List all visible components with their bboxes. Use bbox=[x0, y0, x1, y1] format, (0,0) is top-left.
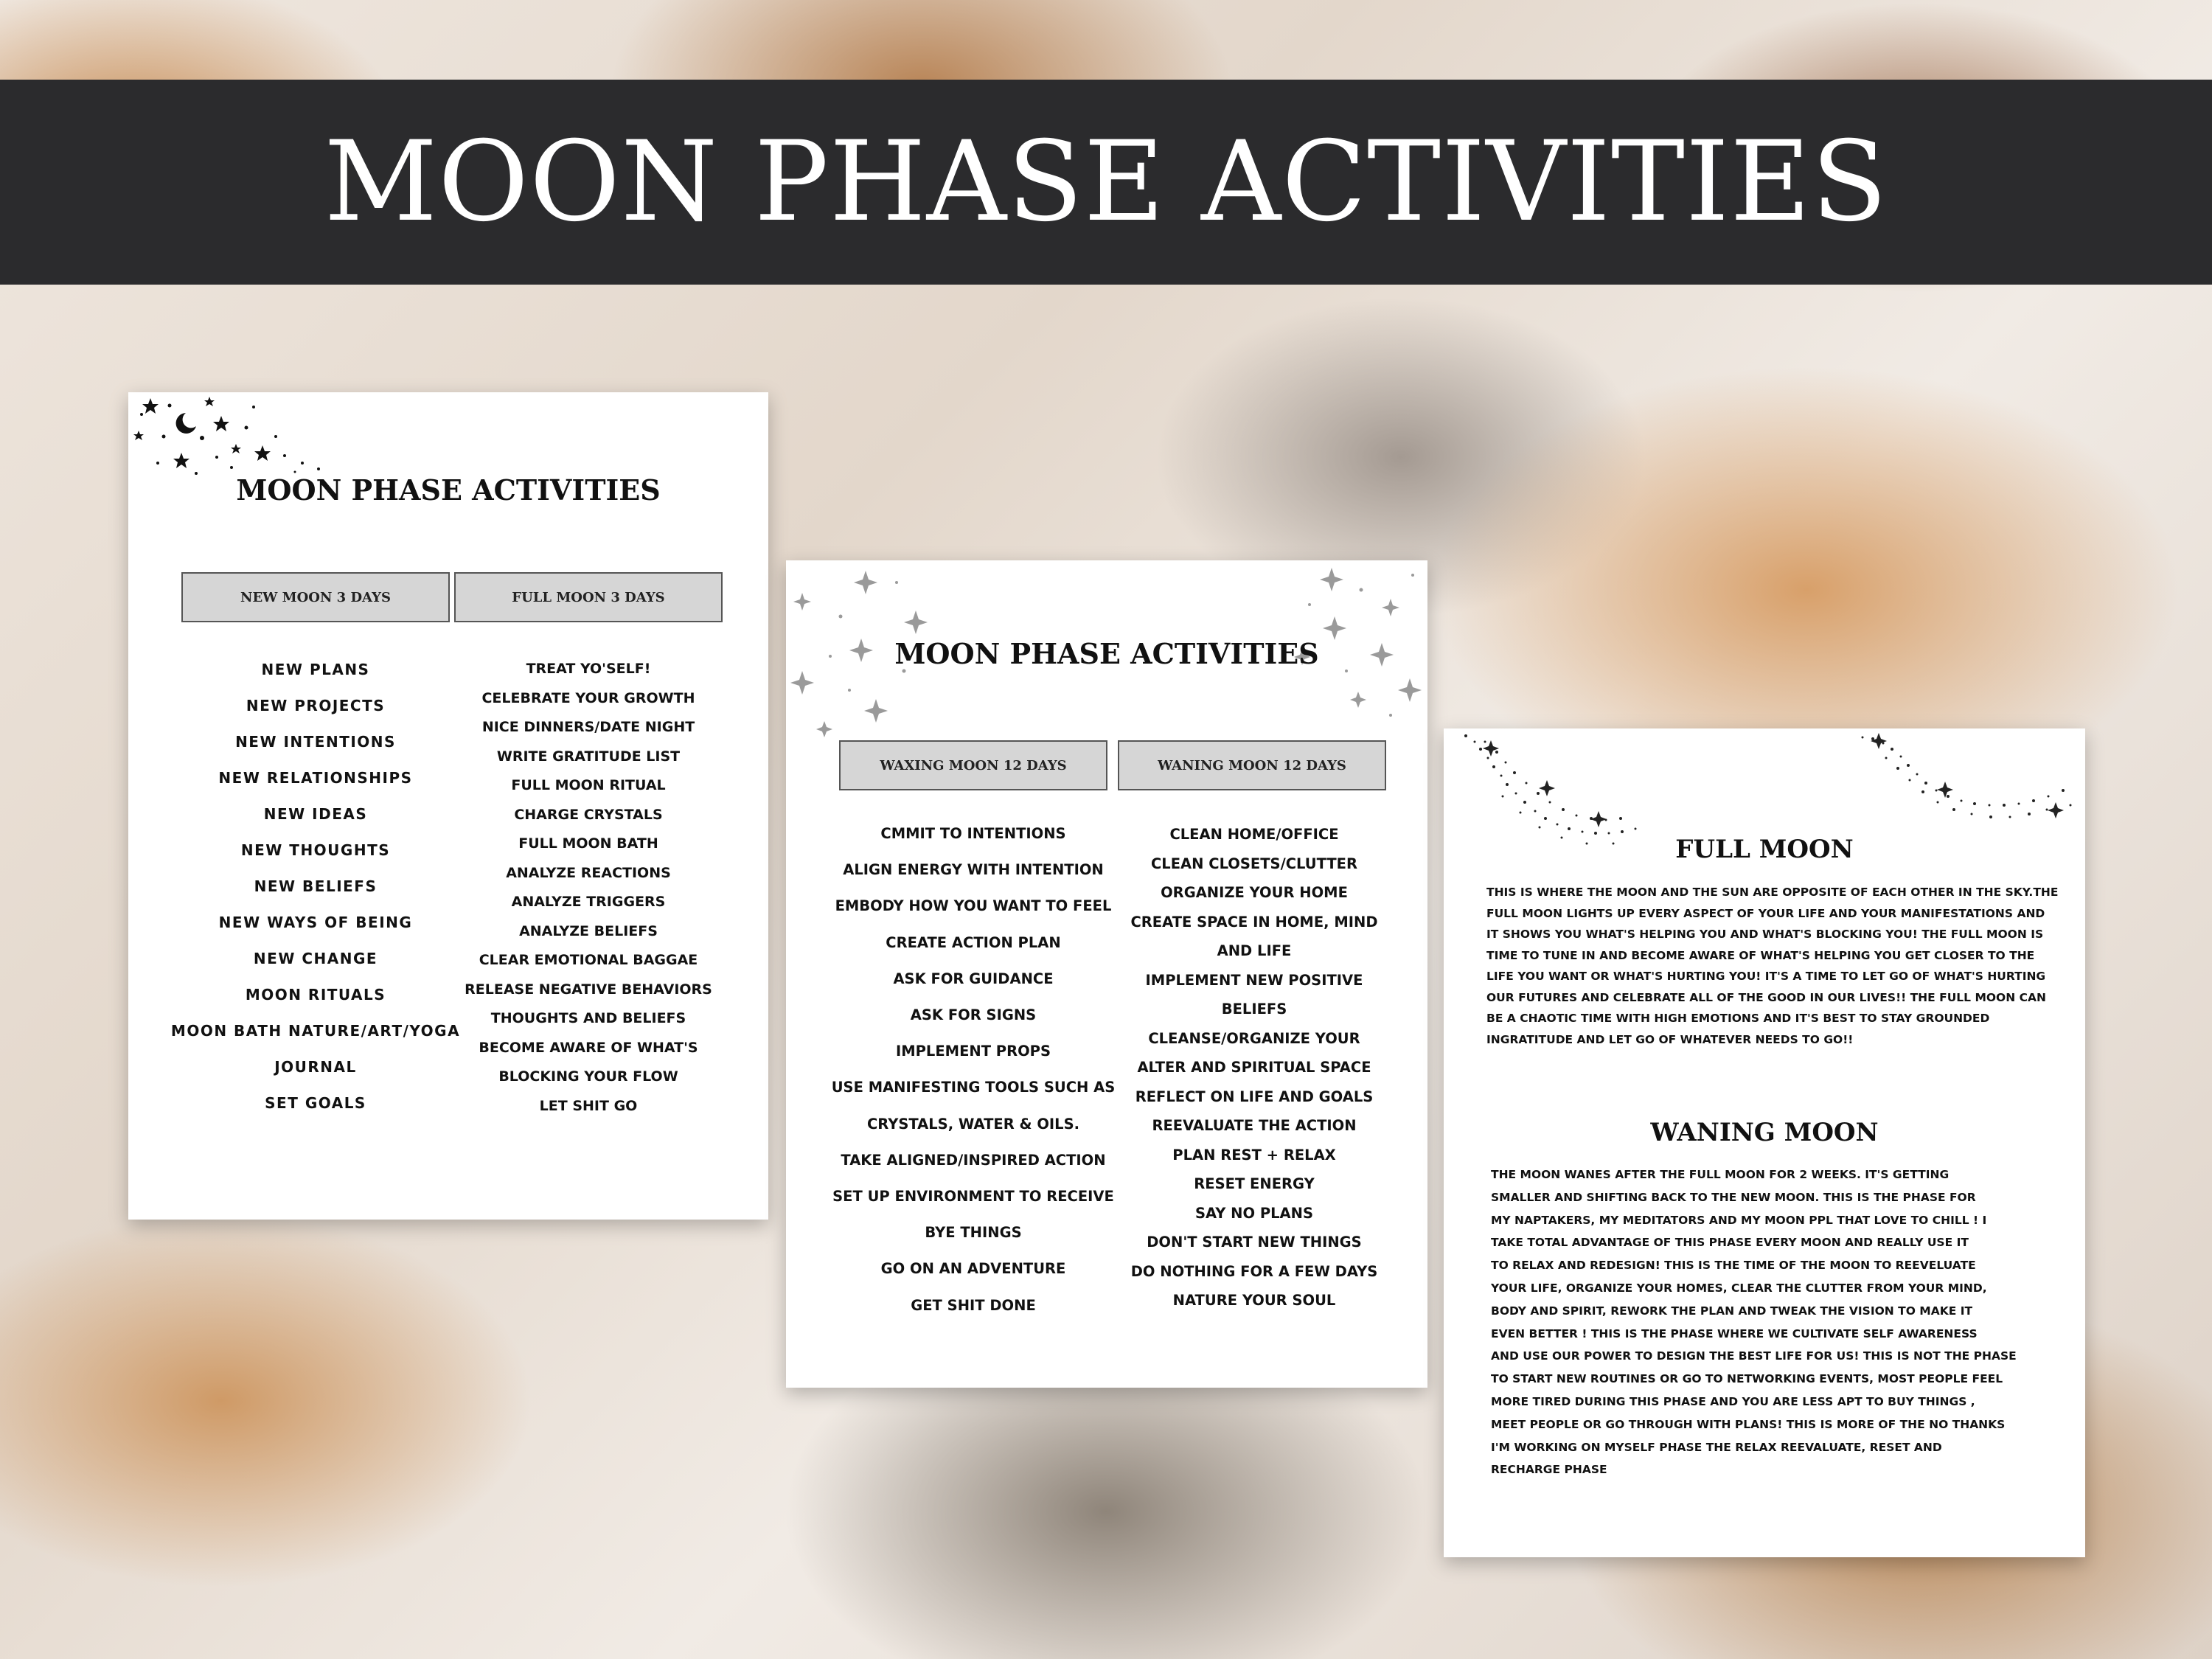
list-item: CREATE ACTION PLAN bbox=[886, 933, 1061, 951]
list-item: BLOCKING YOUR FLOW bbox=[498, 1068, 678, 1085]
waxing-moon-activity-list bbox=[827, 815, 1119, 1324]
list-item: NEW CHANGE bbox=[253, 950, 378, 967]
stars-moon-decoration bbox=[128, 392, 335, 481]
list-item: NEW BELIEFS bbox=[254, 877, 378, 895]
full-moon-description: THIS IS WHERE THE MOON AND THE SUN ARE OPPOSITE OF EACH OTHER IN THE SKY.THE FULL MOON LIGHTS UP EVERY ASPECT OF YOUR LIFE AND YOUR MANIFESTATIONS AND IT SHOWS YOU WHAT'S HELPING YOU AND WHAT'S BLOCKING YOU! THE FULL MOON IS TIME TO TUNE IN AND BECOME AWARE OF WHAT'S HELPING YOU GET CLOSER TO THE LIFE YOU WANT OR WHAT'S HURTING YOU! IT'S A TIME TO LET GO OF WHAT'S HURTING OUR FUTURES AND CELEBRATE ALL OF THE GOOD IN OUR LIVES!! THE FULL MOON CAN BE A CHAOTIC TIME WITH HIGH EMOTIONS AND IT'S BEST TO STAY GROUNDED INGRATITUDE AND LET GO OF WHATEVER NEEDS TO GO!! bbox=[1486, 886, 2059, 1046]
new-moon-activity-list bbox=[165, 652, 466, 1121]
list-item: TAKE ALIGNED/INSPIRED ACTION bbox=[841, 1151, 1106, 1169]
full-moon-heading: FULL MOON bbox=[1675, 835, 1854, 864]
waning-moon-activity-list bbox=[1119, 820, 1389, 1315]
list-item: REFLECT ON LIFE AND GOALS bbox=[1135, 1088, 1374, 1105]
list-item: ANALYZE TRIGGERS bbox=[511, 894, 666, 910]
list-item: JOURNAL bbox=[274, 1058, 357, 1076]
list-item: ANALYZE REACTIONS bbox=[506, 864, 671, 881]
list-item: NEW PLANS bbox=[261, 661, 370, 678]
star-arc-right-decoration bbox=[1857, 731, 2078, 827]
list-item: GO ON AN ADVENTURE bbox=[880, 1260, 1066, 1278]
list-item: PLAN REST + RELAX bbox=[1172, 1146, 1336, 1164]
list-item: NEW INTENTIONS bbox=[235, 733, 396, 751]
list-item: IMPLEMENT PROPS bbox=[895, 1043, 1051, 1060]
list-item: AND LIFE bbox=[1217, 942, 1292, 959]
list-item: CLEAN CLOSETS/CLUTTER bbox=[1151, 855, 1357, 872]
list-item: ASK FOR SIGNS bbox=[910, 1006, 1037, 1024]
list-item: NEW THOUGHTS bbox=[240, 841, 391, 859]
list-item: ASK FOR GUIDANCE bbox=[893, 970, 1054, 987]
page-waxing-waning-moon bbox=[786, 560, 1427, 1388]
list-item: ALIGN ENERGY WITH INTENTION bbox=[843, 861, 1104, 879]
list-item: CRYSTALS, WATER & OILS. bbox=[866, 1115, 1080, 1133]
column-header-full-moon: FULL MOON 3 DAYS bbox=[454, 572, 723, 622]
list-item: LET SHIT GO bbox=[539, 1097, 638, 1114]
list-item: MOON BATH NATURE/ART/YOGA bbox=[170, 1022, 461, 1040]
list-item: SET GOALS bbox=[265, 1094, 366, 1112]
list-item: IMPLEMENT NEW POSITIVE bbox=[1145, 971, 1363, 989]
list-item: CLEANSE/ORGANIZE YOUR bbox=[1148, 1029, 1360, 1047]
list-item: CHARGE CRYSTALS bbox=[514, 806, 663, 823]
list-item: CMMIT TO INTENTIONS bbox=[880, 825, 1066, 842]
list-item: CREATE SPACE IN HOME, MIND bbox=[1130, 913, 1378, 931]
list-item: DO NOTHING FOR A FEW DAYS bbox=[1130, 1262, 1378, 1280]
list-item: MOON RITUALS bbox=[245, 986, 386, 1004]
list-item: NEW IDEAS bbox=[263, 805, 368, 823]
list-item: EMBODY HOW YOU WANT TO FEEL bbox=[835, 897, 1112, 915]
page-new-full-moon bbox=[128, 392, 768, 1220]
waning-moon-heading: WANING MOON bbox=[1650, 1118, 1879, 1147]
list-item: RESET ENERGY bbox=[1194, 1175, 1315, 1192]
list-item: SAY NO PLANS bbox=[1194, 1204, 1314, 1222]
list-item: USE MANIFESTING TOOLS SUCH AS bbox=[831, 1079, 1116, 1096]
list-item: DON'T START NEW THINGS bbox=[1147, 1234, 1362, 1251]
crescent-moon-icon bbox=[176, 413, 196, 434]
column-header-waning-moon: WANING MOON 12 DAYS bbox=[1118, 740, 1386, 790]
list-item: WRITE GRATITUDE LIST bbox=[496, 748, 681, 765]
list-item: BECOME AWARE OF WHAT'S bbox=[479, 1039, 698, 1056]
list-item: CLEAR EMOTIONAL BAGGAE bbox=[479, 952, 698, 968]
list-item: TREAT YO'SELF! bbox=[526, 661, 651, 677]
list-item: BYE THINGS bbox=[925, 1224, 1022, 1242]
list-item: RELEASE NEGATIVE BEHAVIORS bbox=[465, 981, 712, 998]
waning-moon-description: THE MOON WANES AFTER THE FULL MOON FOR 2 WEEKS. IT'S GETTING SMALLER AND SHIFTING BACK TO THE NEW MOON. THIS IS THE PHASE FOR MY NAPTAKERS, MY MEDITATORS AND MY MOON PPL THAT LOVE TO CHILL ! I TAKE TOTAL ADVANTAGE OF THIS PHASE EVERY MOON AND REALLY USE IT TO RELAX AND REDESIGN! THIS IS THE TIME OF THE MOON TO REEVELUATE YOUR LIFE, ORGANIZE YOUR HOMES, CLEAR THE CLUTTER FROM YOUR MIND, BODY AND SPIRIT, REWORK THE PLAN AND TWEAK THE VISION TO MAKE IT EVEN BETTER ! THIS IS THE PHASE WHERE WE CULTIVATE SELF AWARENESS AND USE OUR POWER TO DESIGN THE BEST LIFE FOR US! THIS IS NOT THE PHASE TO START NEW ROUTINES OR GO TO NETWORKING EVENTS, MOST PEOPLE FEEL MORE TIRED DURING THIS PHASE AND YOU ARE LESS APT TO BUY THINGS , MEET PEOPLE OR GO THROUGH WITH PLANS! THIS IS MORE OF THE NO THANKS I'M WORKING ON MYSELF PHASE THE RELAX REEVALUATE, RESET AND RECHARGE PHASE bbox=[1491, 1168, 2017, 1477]
list-item: NEW PROJECTS bbox=[246, 697, 386, 714]
page-title: MOON PHASE ACTIVITIES bbox=[236, 473, 661, 507]
list-item: ANALYZE BELIEFS bbox=[519, 922, 658, 939]
column-header-waxing-moon: WAXING MOON 12 DAYS bbox=[839, 740, 1107, 790]
full-moon-activity-list bbox=[457, 655, 720, 1121]
list-item: NATURE YOUR SOUL bbox=[1172, 1292, 1336, 1309]
list-item: ALTER AND SPIRITUAL SPACE bbox=[1137, 1059, 1371, 1076]
list-item: SET UP ENVIRONMENT TO RECEIVE bbox=[832, 1188, 1114, 1206]
list-item: BELIEFS bbox=[1221, 1001, 1287, 1018]
list-item: NICE DINNERS/DATE NIGHT bbox=[481, 719, 695, 735]
list-item: NEW RELATIONSHIPS bbox=[218, 769, 413, 787]
column-header-new-moon: NEW MOON 3 DAYS bbox=[181, 572, 450, 622]
page-full-waning-moon-descriptions bbox=[1444, 728, 2085, 1557]
header-banner bbox=[0, 80, 2212, 285]
list-item: NEW WAYS OF BEING bbox=[218, 914, 413, 931]
list-item: CELEBRATE YOUR GROWTH bbox=[481, 689, 695, 706]
list-item: GET SHIT DONE bbox=[911, 1296, 1036, 1314]
list-item: FULL MOON RITUAL bbox=[511, 777, 666, 793]
list-item: REEVALUATE THE ACTION bbox=[1152, 1117, 1357, 1134]
banner-title: MOON PHASE ACTIVITIES bbox=[324, 118, 1888, 246]
page-title: MOON PHASE ACTIVITIES bbox=[894, 637, 1319, 670]
list-item: CLEAN HOME/OFFICE bbox=[1169, 826, 1339, 843]
list-item: ORGANIZE YOUR HOME bbox=[1161, 884, 1348, 901]
list-item: FULL MOON BATH bbox=[518, 835, 658, 852]
list-item: THOUGHTS AND BELIEFS bbox=[490, 1010, 686, 1026]
